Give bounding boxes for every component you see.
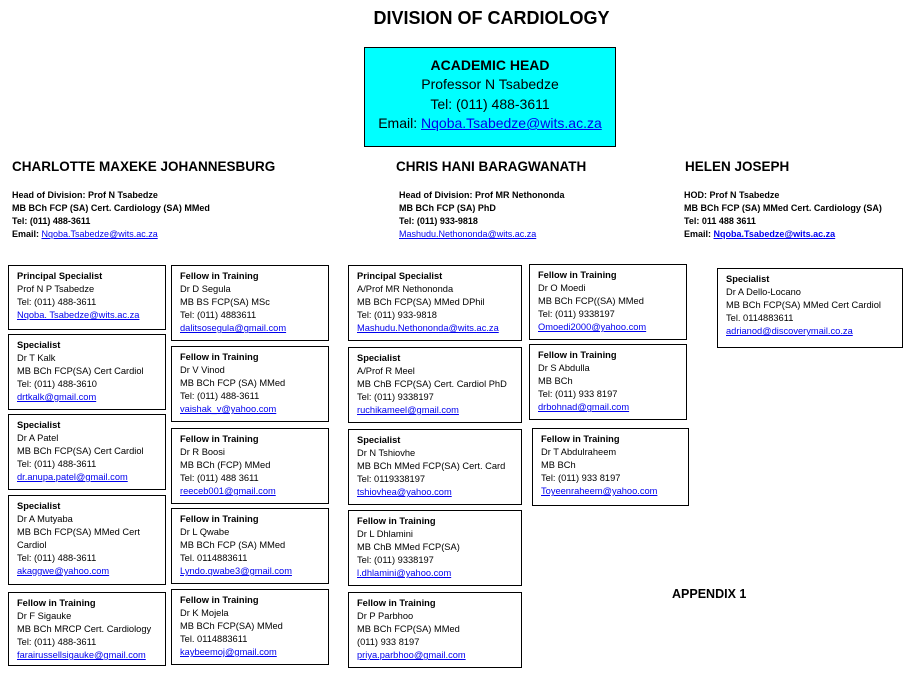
staff-qualifications-cont: Cardiol bbox=[17, 540, 47, 550]
staff-card-fellow-moedi bbox=[529, 264, 687, 340]
staff-email-link[interactable]: ruchikameel@gmail.com bbox=[357, 405, 459, 415]
hospital-info-charlotte bbox=[12, 189, 210, 241]
staff-name: A/Prof R Meel bbox=[357, 366, 415, 376]
academic-head-email-link[interactable]: Nqoba.Tsabedze@wits.ac.za bbox=[421, 115, 602, 131]
page-title: DIVISION OF CARDIOLOGY bbox=[373, 8, 610, 28]
staff-name: Dr T Abdulraheem bbox=[541, 447, 617, 457]
staff-role: Principal Specialist bbox=[17, 271, 103, 281]
staff-tel: Tel: 0119338197 bbox=[357, 474, 426, 484]
staff-role: Specialist bbox=[357, 435, 401, 445]
staff-card-fellow-segula bbox=[171, 265, 329, 341]
staff-email-link[interactable]: akaggwe@yahoo.com bbox=[17, 566, 110, 576]
staff-role: Specialist bbox=[17, 501, 61, 511]
staff-tel: Tel: (011) 488-3611 bbox=[17, 297, 97, 307]
staff-role: Fellow in Training bbox=[180, 271, 259, 281]
staff-name: Dr S Abdulla bbox=[538, 363, 590, 373]
staff-tel: Tel: (011) 488-3611 bbox=[17, 637, 97, 647]
staff-role: Fellow in Training bbox=[357, 598, 436, 608]
staff-card-fellow-vinod bbox=[171, 346, 329, 422]
staff-qualifications: MB BCh FCP((SA) MMed bbox=[538, 296, 644, 306]
staff-email-link[interactable]: Nqoba. Tsabedze@wits.ac.za bbox=[17, 310, 140, 320]
staff-qualifications: MB BCh FCP(SA) MMed Cert bbox=[17, 527, 140, 537]
staff-qualifications: MB BCh FCP(SA) MMed Cert Cardiol bbox=[726, 300, 881, 310]
staff-email-link[interactable]: Toyeenraheem@yahoo.com bbox=[541, 486, 658, 496]
staff-name: Dr T Kalk bbox=[17, 353, 56, 363]
staff-tel: Tel: (011) 933 8197 bbox=[541, 473, 621, 483]
hospital-qualifications: MB BCh FCP (SA) PhD bbox=[399, 203, 496, 213]
staff-tel: Tel. 0114883611 bbox=[180, 553, 248, 563]
staff-card-principal-specialist-tsabedze bbox=[8, 265, 166, 330]
staff-name: Dr A Patel bbox=[17, 433, 59, 443]
staff-qualifications: MB ChB FCP(SA) Cert. Cardiol PhD bbox=[357, 379, 507, 389]
hospital-qualifications: MB BCh FCP (SA) Cert. Cardiology (SA) MMed bbox=[12, 203, 210, 213]
staff-tel: Tel: (011) 488-3611 bbox=[17, 553, 97, 563]
staff-role: Specialist bbox=[726, 274, 770, 284]
hospital-name-helen-joseph: HELEN JOSEPH bbox=[685, 159, 790, 174]
staff-tel: Tel. 0114883611 bbox=[726, 313, 794, 323]
staff-qualifications: MB BCh FCP (SA) MMed bbox=[180, 378, 286, 388]
staff-name: Dr R Boosi bbox=[180, 447, 225, 457]
staff-card-fellow-qwabe bbox=[171, 508, 329, 584]
staff-name: Dr A Mutyaba bbox=[17, 514, 73, 524]
academic-head-name: Professor N Tsabedze bbox=[421, 76, 559, 92]
staff-card-fellow-parbhoo bbox=[348, 592, 522, 668]
academic-head-tel: Tel: (011) 488-3611 bbox=[430, 95, 550, 112]
staff-tel: Tel: (011) 488-3611 bbox=[17, 459, 97, 469]
staff-card-principal-specialist-nethononda bbox=[348, 265, 522, 341]
staff-card-specialist-tshiovhe bbox=[348, 429, 522, 505]
hospital-info-chris-hani bbox=[399, 189, 565, 241]
staff-role: Fellow in Training bbox=[357, 516, 436, 526]
staff-card-fellow-abdulraheem bbox=[532, 428, 689, 506]
staff-card-fellow-abdulla bbox=[529, 344, 687, 420]
staff-name: Dr O Moedi bbox=[538, 283, 586, 293]
staff-email-link[interactable]: dalitsosegula@gmail.com bbox=[180, 323, 287, 333]
staff-card-specialist-meel bbox=[348, 347, 522, 423]
staff-name: Prof N P Tsabedze bbox=[17, 284, 95, 294]
staff-role: Principal Specialist bbox=[357, 271, 443, 281]
hospital-hod: Head of Division: Prof N Tsabedze bbox=[12, 190, 158, 200]
staff-role: Fellow in Training bbox=[180, 352, 259, 362]
staff-card-specialist-dello-locano bbox=[717, 268, 903, 348]
staff-card-fellow-sigauke bbox=[8, 592, 166, 666]
staff-card-specialist-mutyaba bbox=[8, 495, 166, 585]
staff-email-link[interactable]: Omoedi2000@yahoo.com bbox=[538, 322, 647, 332]
staff-card-fellow-mojela bbox=[171, 589, 329, 665]
staff-name: Dr A Dello-Locano bbox=[726, 287, 801, 297]
staff-tel: Tel: (011) 488 3611 bbox=[180, 473, 259, 483]
staff-name: Dr N Tshiovhe bbox=[357, 448, 416, 458]
staff-role: Fellow in Training bbox=[180, 595, 259, 605]
staff-qualifications: MB BCh FCP(SA) MMed bbox=[357, 624, 460, 634]
staff-name: Dr L Dhlamini bbox=[357, 529, 413, 539]
staff-role: Fellow in Training bbox=[180, 434, 259, 444]
staff-qualifications: MB BS FCP(SA) MSc bbox=[180, 297, 270, 307]
staff-email-link[interactable]: vaishak_v@yahoo.com bbox=[180, 404, 277, 414]
staff-email-link[interactable]: Mashudu.Nethononda@wits.ac.za bbox=[357, 323, 499, 333]
hospital-tel: Tel: 011 488 3611 bbox=[684, 216, 756, 226]
staff-qualifications: MB BCh FCP(SA) MMed DPhil bbox=[357, 297, 485, 307]
staff-email-link[interactable]: tshiovhea@yahoo.com bbox=[357, 487, 452, 497]
staff-tel: Tel: (011) 933 8197 bbox=[538, 389, 618, 399]
staff-role: Specialist bbox=[17, 340, 61, 350]
staff-tel: (011) 933 8197 bbox=[357, 637, 420, 647]
staff-tel: Tel: (011) 9338197 bbox=[357, 392, 434, 402]
staff-tel: Tel: (011) 488-3611 bbox=[180, 391, 260, 401]
hospital-email-label: Email: bbox=[12, 229, 42, 239]
hospital-info-helen-joseph bbox=[684, 189, 882, 241]
staff-qualifications: MB BCh (FCP) MMed bbox=[180, 460, 271, 470]
hospital-hod: Head of Division: Prof MR Nethononda bbox=[399, 190, 565, 200]
staff-name: Dr D Segula bbox=[180, 284, 231, 294]
staff-email-link[interactable]: drbohnad@gmail.com bbox=[538, 402, 630, 412]
staff-role: Fellow in Training bbox=[17, 598, 96, 608]
hospital-email-link[interactable]: Mashudu.Nethononda@wits.ac.za bbox=[399, 229, 537, 239]
hospital-qualifications: MB BCh FCP (SA) MMed Cert. Cardiology (SA) bbox=[684, 203, 882, 213]
staff-email-link[interactable]: priya.parbhoo@gmail.com bbox=[357, 650, 466, 660]
staff-role: Fellow in Training bbox=[538, 350, 617, 360]
hospital-email-link[interactable]: Nqoba.Tsabedze@wits.ac.za bbox=[41, 229, 158, 239]
staff-card-specialist-patel bbox=[8, 414, 166, 490]
staff-tel: Tel: (011) 4883611 bbox=[180, 310, 257, 320]
academic-head-title: ACADEMIC HEAD bbox=[430, 57, 550, 73]
staff-qualifications: MB ChB MMed FCP(SA) bbox=[357, 542, 460, 552]
staff-qualifications: MB BCh MMed FCP(SA) Cert. Card bbox=[357, 461, 506, 471]
hospital-name-charlotte: CHARLOTTE MAXEKE JOHANNESBURG bbox=[12, 159, 276, 174]
staff-tel: Tel: (011) 9338197 bbox=[538, 309, 615, 319]
hospital-name-chris-hani: CHRIS HANI BARAGWANATH bbox=[396, 159, 587, 174]
staff-role: Fellow in Training bbox=[538, 270, 617, 280]
hospital-email-link[interactable]: Nqoba.Tsabedze@wits.ac.za bbox=[713, 229, 836, 239]
staff-qualifications: MB BCh MRCP Cert. Cardiology bbox=[17, 624, 152, 634]
staff-qualifications: MB BCh FCP(SA) Cert Cardiol bbox=[17, 446, 144, 456]
staff-qualifications: MB BCh FCP (SA) MMed bbox=[180, 540, 286, 550]
staff-tel: Tel: (011) 9338197 bbox=[357, 555, 434, 565]
hospital-tel: Tel: (011) 933-9818 bbox=[399, 216, 478, 226]
staff-name: Dr F Sigauke bbox=[17, 611, 72, 621]
staff-email-link[interactable]: kaybeemoj@gmail.com bbox=[180, 647, 277, 657]
staff-name: Dr P Parbhoo bbox=[357, 611, 414, 621]
staff-qualifications: MB BCh FCP(SA) Cert Cardiol bbox=[17, 366, 144, 376]
staff-email-link[interactable]: Lyndo.qwabe3@gmail.com bbox=[180, 566, 292, 576]
staff-tel: Tel. 0114883611 bbox=[180, 634, 248, 644]
staff-tel: Tel: (011) 488-3610 bbox=[17, 379, 97, 389]
staff-role: Specialist bbox=[17, 420, 61, 430]
staff-qualifications: MB BCh bbox=[541, 460, 576, 470]
staff-role: Specialist bbox=[357, 353, 401, 363]
academic-head-email-label: Email: bbox=[378, 115, 422, 131]
staff-email-link[interactable]: l.dhlamini@yahoo.com bbox=[357, 568, 452, 578]
staff-role: Fellow in Training bbox=[180, 514, 259, 524]
hospital-email-label: Email: bbox=[684, 229, 714, 239]
hospital-hod: HOD: Prof N Tsabedze bbox=[684, 190, 780, 200]
staff-email-link[interactable]: drtkalk@gmail.com bbox=[17, 392, 97, 402]
staff-qualifications: MB BCh bbox=[538, 376, 573, 386]
hospital-tel: Tel: (011) 488-3611 bbox=[12, 216, 91, 226]
staff-tel: Tel: (011) 933-9818 bbox=[357, 310, 437, 320]
academic-head-box bbox=[364, 47, 616, 147]
appendix-label: APPENDIX 1 bbox=[672, 587, 747, 601]
staff-email-link[interactable]: dr.anupa.patel@gmail.com bbox=[17, 472, 128, 482]
staff-name: Dr V Vinod bbox=[180, 365, 225, 375]
staff-role: Fellow in Training bbox=[541, 434, 620, 444]
staff-email-link[interactable]: adrianod@discoverymail.co.za bbox=[726, 326, 853, 336]
staff-email-link[interactable]: farairussellsigauke@gmail.com bbox=[17, 650, 146, 660]
staff-qualifications: MB BCh FCP(SA) MMed bbox=[180, 621, 283, 631]
staff-email-link[interactable]: reeceb001@gmail.com bbox=[180, 486, 276, 496]
staff-card-fellow-boosi bbox=[171, 428, 329, 504]
staff-card-specialist-kalk bbox=[8, 334, 166, 410]
staff-name: A/Prof MR Nethononda bbox=[357, 284, 454, 294]
staff-name: Dr L Qwabe bbox=[180, 527, 230, 537]
staff-name: Dr K Mojela bbox=[180, 608, 229, 618]
staff-card-fellow-dhlamini bbox=[348, 510, 522, 586]
